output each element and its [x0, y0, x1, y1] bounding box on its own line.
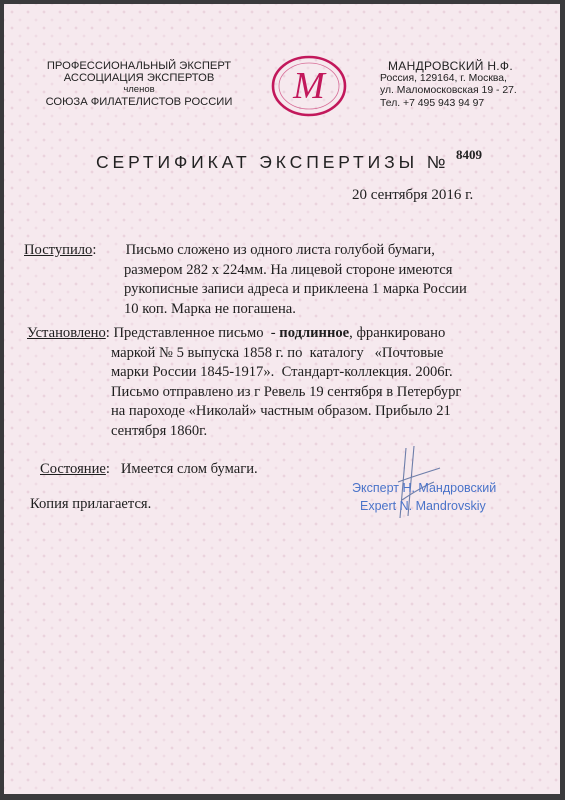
- issuer-association-block: [24, 60, 254, 108]
- expert-address-line: ул. Маломосковская 19 - 27.: [380, 85, 517, 96]
- condition-text: : Имеется слом бумаги.: [105, 461, 258, 477]
- expert-stamp: [352, 479, 522, 515]
- issuer-line: АССОЦИАЦИЯ ЭКСПЕРТОВ: [63, 72, 215, 84]
- expert-phone: Тел. +7 495 943 94 97: [380, 97, 485, 109]
- expert-logo-icon: [270, 54, 348, 118]
- copy-attached-note: Копия прилагается.: [30, 496, 152, 512]
- certificate-sheet: [4, 4, 560, 794]
- established-line: на пароходе «Николай» частным образом. Прибыло 21: [111, 403, 451, 420]
- condition-label: Состояние: [40, 461, 106, 477]
- certificate-number: 8409: [456, 147, 482, 162]
- received-text-first: : Письмо сложено из одного листа голубой бумаги,: [92, 242, 435, 258]
- established-text-a: : Представленное письмо -: [105, 325, 280, 341]
- received-line: рукописные записи адреса и приклеена 1 марка России: [124, 281, 467, 298]
- established-line: сентября 1860г.: [111, 422, 208, 439]
- certificate-title: СЕРТИФИКАТ ЭКСПЕРТИЗЫ №: [96, 152, 450, 172]
- issuer-line: ПРОФЕССИОНАЛЬНЫЙ ЭКСПЕРТ: [46, 60, 232, 72]
- established-text-b: , франкировано: [349, 325, 446, 341]
- established-line: марки России 1845-1917». Стандарт-коллекция. 2006г.: [111, 364, 453, 381]
- established-label: Установлено: [27, 325, 106, 341]
- stamp-line-ru: Эксперт Н. Мандровский: [352, 481, 497, 495]
- issuer-line: СОЮЗА ФИЛАТЕЛИСТОВ РОССИИ: [45, 96, 233, 108]
- received-label: Поступило: [24, 242, 93, 258]
- expert-contact-block: [380, 60, 550, 110]
- received-line: 10 коп. Марка не погашена.: [124, 300, 296, 317]
- established-verdict: подлинное: [279, 325, 350, 341]
- issuer-line: членов: [123, 84, 155, 95]
- established-line: Письмо отправлено из г Ревель 19 сентября в Петербург: [111, 383, 462, 400]
- expert-name: МАНДРОВСКИЙ Н.Ф.: [388, 59, 513, 73]
- expert-address-line: Россия, 129164, г. Москва,: [380, 72, 507, 84]
- certificate-date: 20 сентября 2016 г.: [352, 187, 474, 203]
- received-section: [24, 241, 524, 319]
- condition-section: [40, 460, 340, 480]
- established-line: маркой № 5 выпуска 1858 г. по каталогу «Почтовые: [111, 344, 444, 361]
- established-section: [27, 324, 532, 442]
- received-line: размером 282 х 224мм. На лицевой стороне имеются: [124, 261, 453, 278]
- stamp-line-en: Expert N. Mandrovskiy: [360, 499, 486, 513]
- logo-letter: М: [293, 65, 325, 107]
